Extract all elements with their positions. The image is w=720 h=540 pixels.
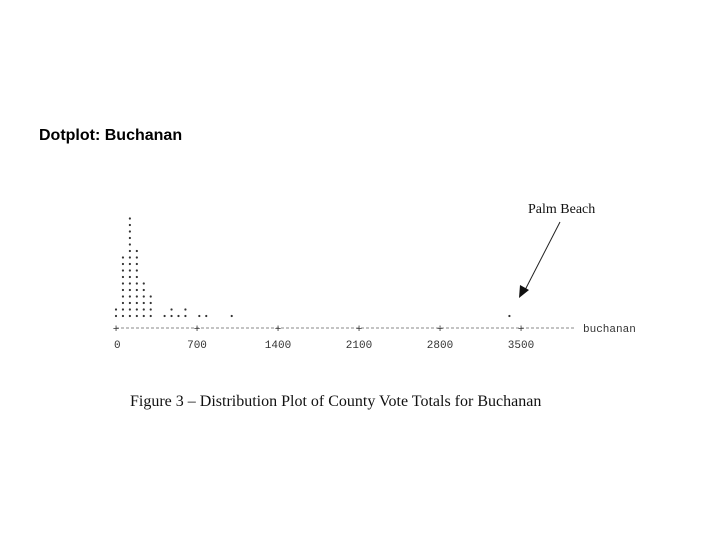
- dot: [129, 243, 131, 245]
- dot: [129, 315, 131, 317]
- dot: [150, 308, 152, 310]
- x-tick-label: 1400: [264, 340, 292, 352]
- dot: [143, 289, 145, 291]
- dot: [136, 315, 138, 317]
- dot: [136, 289, 138, 291]
- dot: [150, 315, 152, 317]
- figure-caption: Figure 3 – Distribution Plot of County Vote Totals for Buchanan: [130, 393, 542, 410]
- x-tick-label: 0: [114, 340, 121, 352]
- dot: [170, 308, 172, 310]
- dot: [177, 315, 179, 317]
- annotation-label: Palm Beach: [528, 202, 596, 217]
- x-tick-label: 700: [187, 340, 207, 352]
- dot: [143, 315, 145, 317]
- dot: [129, 263, 131, 265]
- dot: [164, 315, 166, 317]
- x-tick-mark: +: [355, 324, 363, 336]
- dot: [205, 315, 207, 317]
- dot: [184, 315, 186, 317]
- dot: [122, 289, 124, 291]
- chart-title: Dotplot: Buchanan: [39, 127, 183, 144]
- dot-layer: [115, 217, 511, 317]
- dot: [129, 289, 131, 291]
- dot: [129, 256, 131, 258]
- dot: [122, 282, 124, 284]
- dot: [129, 302, 131, 304]
- dot: [136, 250, 138, 252]
- dot: [184, 308, 186, 310]
- dot: [231, 315, 233, 317]
- dot: [129, 224, 131, 226]
- dot: [115, 308, 117, 310]
- dot: [122, 256, 124, 258]
- dot: [129, 295, 131, 297]
- dot: [129, 276, 131, 278]
- dot: [136, 308, 138, 310]
- dot: [129, 230, 131, 232]
- x-tick-mark: +: [274, 324, 282, 336]
- dot: [150, 302, 152, 304]
- dot: [508, 315, 510, 317]
- dot: [122, 302, 124, 304]
- dot: [143, 302, 145, 304]
- dot: [115, 315, 117, 317]
- x-tick-label: 3500: [507, 340, 535, 352]
- dot: [136, 295, 138, 297]
- dot: [122, 269, 124, 271]
- dot: [143, 282, 145, 284]
- dot: [122, 315, 124, 317]
- x-tick-label: 2100: [345, 340, 373, 352]
- dot: [136, 276, 138, 278]
- dot: [122, 308, 124, 310]
- dot: [129, 308, 131, 310]
- annotation-arrowhead: [519, 285, 529, 298]
- dot: [122, 295, 124, 297]
- x-tick-mark: +: [112, 324, 120, 336]
- x-tick-label: 2800: [426, 340, 454, 352]
- dot: [136, 302, 138, 304]
- dot: [129, 269, 131, 271]
- dot: [150, 295, 152, 297]
- dot: [143, 308, 145, 310]
- dot: [198, 315, 200, 317]
- annotation-arrow-line: [524, 222, 560, 292]
- palm-beach-annotation: [519, 202, 595, 298]
- dot: [136, 263, 138, 265]
- x-tick-mark: +: [517, 324, 525, 336]
- x-tick-mark: +: [436, 324, 444, 336]
- dot: [129, 250, 131, 252]
- dot: [136, 256, 138, 258]
- dot: [129, 237, 131, 239]
- dot: [136, 282, 138, 284]
- x-tick-mark: +: [193, 324, 201, 336]
- x-axis-label: buchanan: [583, 324, 636, 336]
- dot: [122, 263, 124, 265]
- dot: [129, 282, 131, 284]
- dot: [122, 276, 124, 278]
- dot: [129, 217, 131, 219]
- dot: [143, 295, 145, 297]
- dot: [170, 315, 172, 317]
- dot: [136, 269, 138, 271]
